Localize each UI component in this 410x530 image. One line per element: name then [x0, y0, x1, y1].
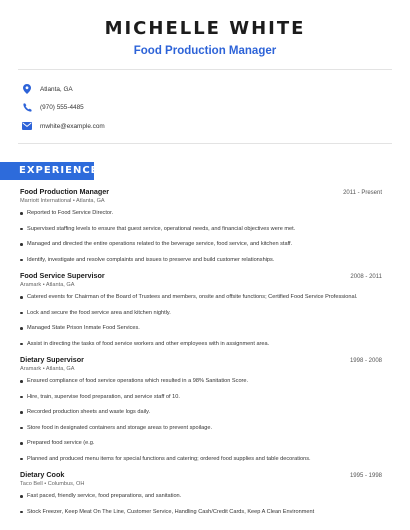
bullet-item: Reported to Food Service Director.	[20, 209, 382, 217]
contact-location	[22, 80, 105, 99]
email-text[interactable]: mwhite@example.com	[40, 122, 105, 130]
job-title: Food Production Manager	[20, 187, 110, 196]
divider	[18, 143, 392, 144]
bullet-item: Assist in directing the tasks of food service workers and other employees with in assignment area.	[20, 340, 382, 348]
bullet-item: Planned and produced menu items for special functions and catering; ordered food supplies and table decorations.	[20, 455, 382, 463]
job-entry	[20, 355, 382, 463]
job-dates: 2008 - 2011	[350, 274, 382, 280]
bullet-item: Supervised staffing levels to ensure that guest service, operational needs, and financial objectives were met.	[20, 225, 382, 233]
job-employer: Aramark • Atlanta, GA	[20, 282, 75, 288]
candidate-name: MICHELLE WHITE	[104, 18, 306, 39]
envelope-icon	[22, 121, 32, 131]
bullet-item: Managed and directed the entire operations related to the beverage service, food service, and kitchen staff.	[20, 240, 382, 248]
experience-section-heading: EXPERIENCE	[0, 162, 94, 180]
bullet-item: Store food in designated containers and storage areas to prevent spoilage.	[20, 424, 382, 432]
divider	[18, 69, 392, 70]
job-title: Dietary Supervisor	[20, 355, 84, 364]
bullet-item: Prepared food service (e.g.	[20, 439, 382, 447]
job-header	[20, 271, 382, 281]
experience-list	[20, 187, 382, 523]
job-entry	[20, 271, 382, 348]
bullet-item: Catered events for Chairman of the Board of Trustees and members, onsite and offsite functions; Certified Food Service Professional.	[20, 293, 382, 301]
job-bullets	[20, 377, 382, 463]
location-pin-icon	[22, 84, 32, 94]
bullet-item: Ensured compliance of food service operations which resulted in a 98% Sanitation Score.	[20, 377, 382, 385]
job-header	[20, 355, 382, 365]
job-dates: 2011 - Present	[343, 190, 382, 196]
phone-icon	[22, 103, 32, 113]
job-employer: Marriott International • Atlanta, GA	[20, 198, 105, 204]
contact-email	[22, 117, 105, 136]
job-employer: Aramark • Atlanta, GA	[20, 366, 75, 372]
job-title: Food Service Supervisor	[20, 271, 105, 280]
phone-text[interactable]: (970) 555-4485	[40, 104, 84, 112]
bullet-item: Stock Freezer, Keep Meat On The Line, Customer Service, Handling Cash/Credit Cards, Keep A Clean Environment	[20, 508, 382, 516]
location-text: Atlanta, GA	[40, 85, 73, 93]
bullet-item: Fast paced, friendly service, food preparations, and sanitation.	[20, 492, 382, 500]
job-entry	[20, 470, 382, 516]
job-entry	[20, 187, 382, 264]
resume-header	[0, 0, 410, 58]
job-title: Dietary Cook	[20, 470, 65, 479]
candidate-title: Food Production Manager	[133, 45, 277, 57]
job-dates: 1998 - 2008	[349, 358, 382, 364]
contact-list	[22, 80, 105, 136]
bullet-item: Lock and secure the food service area and kitchen nightly.	[20, 309, 382, 317]
job-employer: Taco Bell • Columbus, OH	[20, 481, 85, 487]
contact-phone	[22, 99, 105, 118]
job-dates: 1995 - 1998	[349, 473, 382, 479]
job-header	[20, 470, 382, 480]
bullet-item: Managed State Prison Inmate Food Services.	[20, 324, 382, 332]
bullet-item: Hire, train, supervise food preparation, and service staff of 10.	[20, 393, 382, 401]
job-bullets	[20, 209, 382, 264]
bullet-item: Identify, investigate and resolve complaints and issues to preserve and build customer relationships.	[20, 256, 382, 264]
job-bullets	[20, 492, 382, 516]
bullet-item: Recorded production sheets and waste logs daily.	[20, 408, 382, 416]
job-bullets	[20, 293, 382, 348]
job-header	[20, 187, 382, 197]
